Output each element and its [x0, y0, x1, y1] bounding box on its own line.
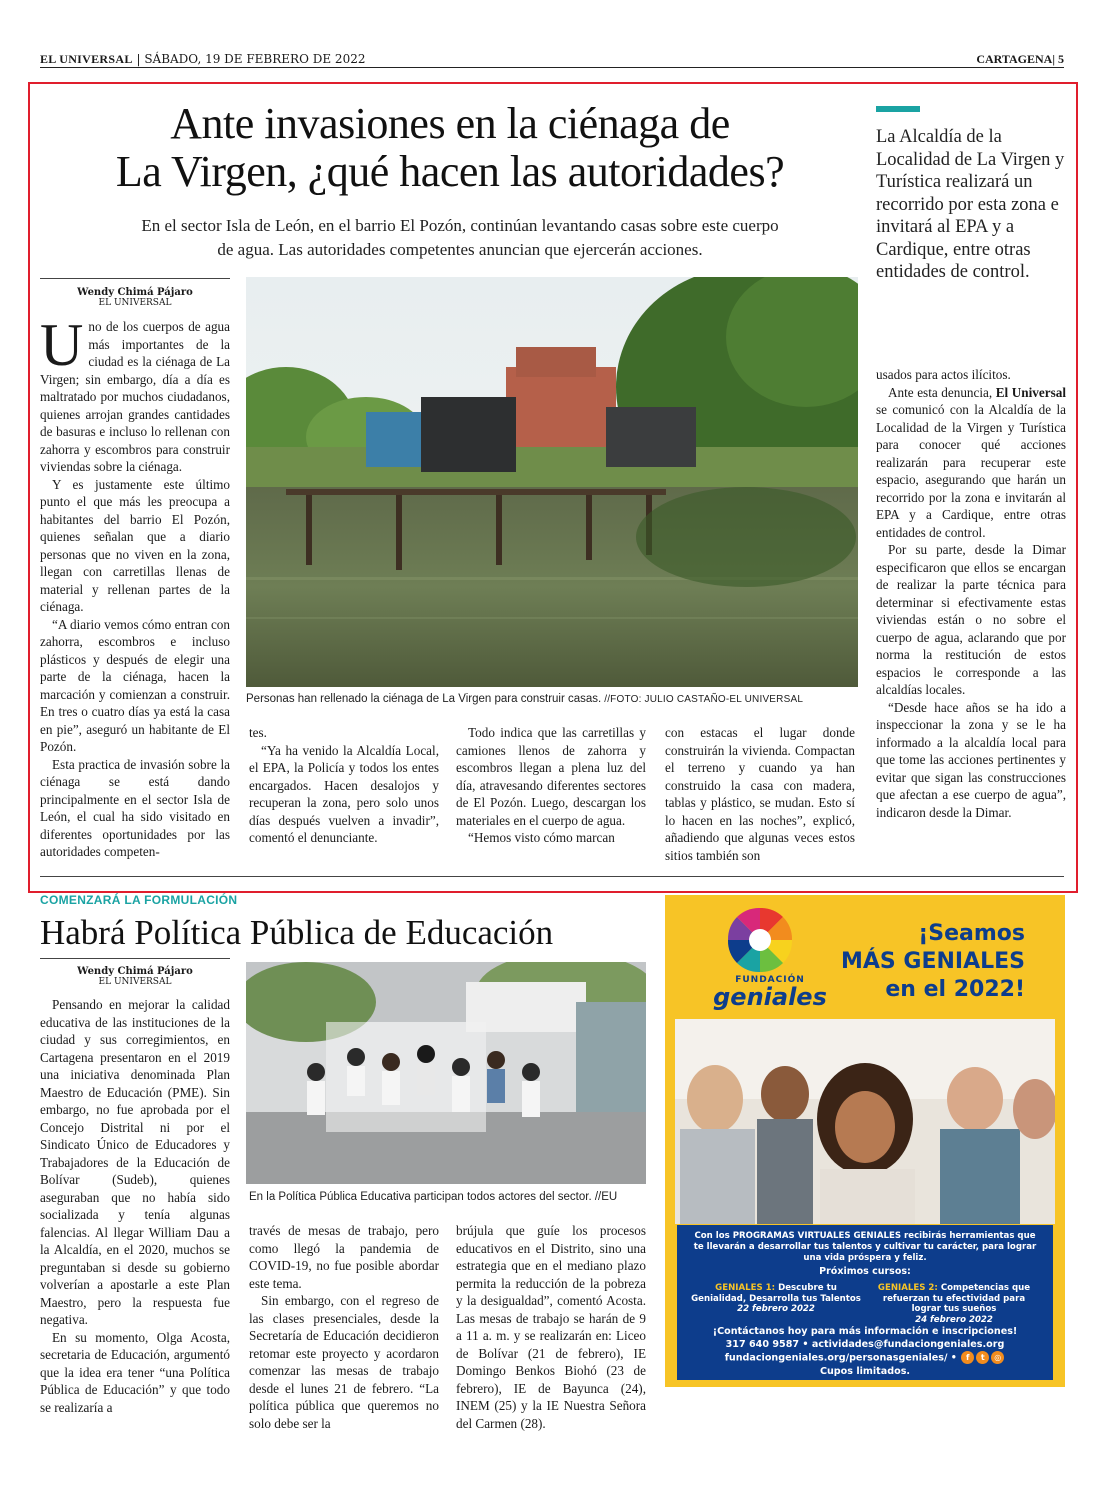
ad-footer: Cupos limitados.: [819, 1365, 911, 1377]
paragraph-text: no de los cuerpos de agua más importantes de la ciudad es la ciénaga de La Virgen; sin embargo, día a día es maltratado por muchos ciudadanos, quienes arrojan grandes cantidades de basuras e incluso lo rellenan con zahorra y escombros para construir viviendas sobre la ciénaga.: [40, 319, 230, 474]
course-2-tag: GENIALES 2:: [877, 1283, 938, 1293]
page-header: [40, 52, 1064, 68]
paragraph: través de mesas de trabajo, pero como llegó la pandemia de COVID-19, no fue posible abordar este tema.: [249, 1223, 439, 1291]
logo-small-text: FUNDACIÓN: [735, 975, 805, 985]
article-deck: [80, 214, 840, 262]
ad-photo-people: [675, 1019, 1055, 1224]
twitter-icon[interactable]: t: [976, 1351, 989, 1364]
logo-big-text: geniales: [713, 983, 827, 1011]
byline-rule: [40, 278, 230, 279]
photo-credit: //FOTO: JULIO CASTAÑO-EL UNIVERSAL: [601, 694, 804, 705]
paragraph: En su momento, Olga Acosta, secretaria de Educación, argumentó que la idea era tener “una Política Pública de Educación” y que todo se realizaría a: [40, 1329, 230, 1415]
cienaga-photo-illustration: [246, 277, 858, 687]
paragraph: Todo indica que las carretillas y camiones llenos de zahorra y escombros llegan a plena luz del día, atravesando diferentes sectores de El Pozón. Luego, descargan los materiales en el cuerpo de agua.: [456, 725, 646, 828]
paragraph: “Ya ha venido la Alcaldía Local, el EPA, la Policía y todos los entes encargados. Hacen desalojos y recuperan la zona, pero solo unos días después vuelven a invadir”, comentó el denunciante.: [249, 742, 439, 845]
article-photo-cienaga: [246, 277, 858, 687]
logo-starburst-icon: [725, 905, 795, 975]
dropcap: U: [40, 312, 84, 378]
paragraph-text: Ante esta denuncia,: [888, 384, 996, 400]
instagram-icon[interactable]: ◎: [991, 1351, 1004, 1364]
people-photo-illustration: [675, 1019, 1055, 1224]
article-column-1: [40, 996, 230, 1416]
author-name: Wendy Chimá Pájaro: [77, 966, 193, 977]
course-2-date: 24 febrero 2022: [915, 1314, 993, 1325]
paragraph: Esta practica de invasión sobre la ciénaga se está dando principalmente en el sector Isla de León, el cual ha sido visitado en diferentes oportunidades por las autoridades competen-: [40, 756, 230, 859]
author-org: EL UNIVERSAL: [98, 298, 172, 308]
header-right: CARTAGENA| 5: [976, 52, 1064, 66]
contact-web[interactable]: fundaciongeniales.org/personasgeniales/ •: [724, 1352, 957, 1364]
paragraph: [876, 384, 1066, 542]
paragraph: “Desde hace años se ha ido a inspeccionar la zona y se le ha informado a la alcaldía local para que tome las acciones pertinentes y evitar que sigan las construcciones que afectan a ese cuerpo de agua”, indicaron desde la Dimar.: [876, 699, 1066, 820]
author-org: EL UNIVERSAL: [98, 977, 172, 987]
photo-caption: En la Política Pública Educativa participan todos actores del sector. //EU: [249, 1191, 618, 1203]
author-name: Wendy Chimá Pájaro: [77, 287, 193, 298]
paragraph: Por su parte, desde la Dimar especificaron que ellos se encargan de realizar la parte técnica para determinar si efectivamente estas viviendas están o no sobre el cuerpo de agua, aclarando que por norma la restitución de estos espacios le corresponde a las alcaldías locales.: [876, 542, 1066, 697]
ad-contact-block: [677, 1325, 1053, 1378]
deck-line-1: En el sector Isla de León, en el barrio El Pozón, continúan levantando casas sobre este cuerpo: [141, 216, 779, 235]
article-column-4: [665, 724, 855, 864]
facebook-icon[interactable]: f: [961, 1351, 974, 1364]
article-column-3: [456, 724, 646, 847]
ad-intro-text: Con los PROGRAMAS VIRTUALES GENIALES recibirás herramientas que te llevarán a desarrollar tus talentos y cultivar tu carácter, para lograr una vida próspera y feliz.: [693, 1231, 1037, 1263]
ad-info-panel: [677, 1225, 1053, 1380]
article-column-5: [876, 366, 1066, 821]
contact-title: ¡Contáctanos hoy para más información e inscripciones!: [712, 1326, 1018, 1337]
slogan-line-1: ¡Seamos: [918, 921, 1025, 946]
photo-caption: [246, 692, 858, 707]
headline-line-1: Ante invasiones en la ciénaga de: [170, 99, 730, 148]
slogan-line-2: MÁS GENIALES: [840, 949, 1025, 974]
article-byline: [40, 966, 230, 988]
newspaper-name: EL UNIVERSAL: [40, 52, 133, 66]
pullquote-accent-bar: [876, 106, 920, 112]
article-column-2: [249, 724, 439, 847]
paragraph: con estacas el lugar donde construirán la vivienda. Compactan el terreno y cuando ya han construido la casa con madera, tablas y plástico, se mudan. Esto sí lo hacen en las noches”, explicó, añadiendo que algunas veces estos sitios también son: [665, 725, 855, 863]
newspaper-mention: El Universal: [995, 384, 1066, 400]
students-photo-illustration: [246, 962, 646, 1184]
course-2-text: Competencias que refuerzan tu efectividad para lograr tus sueños: [882, 1283, 1031, 1314]
article-column-2: [249, 1222, 439, 1432]
article-kicker: COMENZARÁ LA FORMULACIÓN: [40, 893, 238, 907]
byline-rule: [40, 958, 230, 959]
course-1-tag: GENIALES 1:: [715, 1283, 776, 1293]
paragraph: Pensando en mejorar la calidad educativa de las instituciones de la ciudad y sus corregimientos, en Cartagena presentaron en el 2019 una iniciativa denominada Plan Maestro de Educación (PME). Sin embargo, no fue aprobada por el Concejo Distrital ni por el Sindicato Único de Educadores y Trabajadores de la Educación de Bolívar (Sudeb), quienes aseguraban que no había sido socializada y tenía algunas falencias. Al llegar William Dau a la Alcaldía, en el 2020, muchos se preguntaban si desde su gobierno volverían a apostarle a este Plan Maestro, pero la respuesta fue negativa.: [40, 997, 230, 1327]
paragraph: “Hemos visto cómo marcan: [468, 830, 615, 845]
header-left: EL UNIVERSAL | SÁBADO, 19 DE FEBRERO DE 2022: [40, 52, 366, 66]
paragraph: brújula que guíe los procesos educativos en el Distrito, sino una estrategia que en el mediano plazo permita la reducción de la pobreza y la desigualdad”, comentó Acosta. Las mesas de trabajo se harán de 9 a 11 a. m. y se realizarán en: Liceo de Bolívar (21 de febrero), IE Domingo Benkos Biohó (23 de febrero), IE de Bayunca (24), INEM (25) y la IE Nuestra Señora del Carmen (28).: [456, 1223, 646, 1431]
headline-line-2: La Virgen, ¿qué hacen las autoridades?: [115, 147, 785, 196]
article-byline: [40, 287, 230, 309]
page-number: 5: [1058, 52, 1064, 66]
slogan-line-3: en el 2022!: [885, 977, 1025, 1002]
paragraph: usados para actos ilícitos.: [876, 367, 1011, 382]
contact-phone-email[interactable]: 317 640 9587 • actividades@fundaciongeniales.org: [725, 1339, 1005, 1350]
article-headline: Habrá Política Pública de Educación: [40, 913, 554, 952]
contact-web-row: [677, 1351, 1053, 1365]
course-1-text: Descubre tu Genialidad, Desarrolla tus Talentos: [691, 1283, 861, 1304]
ad-slogan: [815, 920, 1025, 1004]
caption-text: Personas han rellenado la ciénaga de La Virgen para construir casas.: [246, 693, 602, 705]
paragraph: Sin embargo, con el regreso de las clases presenciales, desde la Secretaría de Educación decidieron retomar este proyecto y acordaron comenzar las mesas de trabajo desde el lunes 21 de febrero. “La política pública que queremos no solo debe ser la: [249, 1293, 439, 1431]
advertisement[interactable]: [665, 895, 1065, 1387]
course-1: [691, 1283, 861, 1315]
article-column-3: [456, 1222, 646, 1432]
course-2: [869, 1283, 1039, 1325]
article-photo-students: [246, 962, 646, 1184]
article-column-1: [40, 312, 230, 861]
foundation-logo-icon: [725, 905, 795, 975]
paragraph-text: se comunicó con la Alcaldía de la Localidad de la Virgen y Turística para conocer qué acciones realizarán para recuperar este espacio, asegurando que harán un recorrido por la zona e invitarán al EPA y a Cardique, entre otras entidades de control.: [876, 402, 1066, 540]
section-divider: [40, 876, 1064, 877]
section-name: CARTAGENA: [976, 52, 1053, 66]
article-headline: [40, 100, 860, 196]
course-1-date: 22 febrero 2022: [737, 1304, 815, 1314]
deck-line-2: de agua. Las autoridades competentes anuncian que ejercerán acciones.: [217, 240, 703, 259]
paragraph: Y es justamente este último punto el que más les preocupa a habitantes del barrio El Pozón, quienes señalan que a diario personas que no viven en la zona, llegan con carretillas llenas de material y rellenan partes de la ciénaga.: [40, 476, 230, 614]
pullquote: La Alcaldía de la Localidad de La Virgen y Turística realizará un recorrido por esta zona e invitará al EPA y a Cardique, entre otras entidades de control.: [876, 127, 1065, 282]
issue-date: SÁBADO, 19 DE FEBRERO DE 2022: [144, 52, 366, 66]
paragraph: [40, 312, 230, 476]
paragraph: “A diario vemos cómo entran con zahorra, escombros e incluso plásticos y después de elegir una parte de la ciénaga, hacen la marcación y comienzan a construir. En tres o cuatro días ya está la casa en pie”, aseguró un habitante de El Pozón.: [40, 616, 230, 754]
paragraph: tes.: [249, 725, 267, 740]
ad-next-courses-label: Próximos cursos:: [819, 1266, 911, 1277]
